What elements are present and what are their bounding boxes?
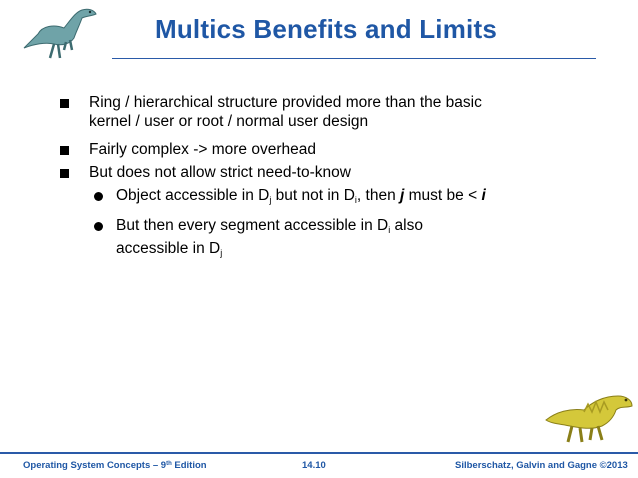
dinosaur-logo-bottom <box>540 382 636 448</box>
bullet-1-line-1: Ring / hierarchical structure provided more than the basic <box>89 94 482 111</box>
subbullet-marker <box>94 222 103 231</box>
bullet-3 <box>89 163 351 182</box>
footer-divider <box>0 452 638 454</box>
bullet-1-line-2: kernel / user or root / normal user design <box>89 113 369 130</box>
bullet-marker <box>60 99 69 108</box>
slide-title: Multics Benefits and Limits <box>154 14 497 44</box>
subbullet-2 <box>116 216 423 258</box>
subbullet-marker <box>94 192 103 201</box>
footer-book-title: Operating System Concepts – 9th Edition <box>23 460 207 471</box>
bullet-marker <box>60 146 69 155</box>
bullet-3-line-1: But does not allow strict need-to-know <box>89 164 351 181</box>
title-divider <box>112 58 596 59</box>
footer-page-number: 14.10 <box>302 460 326 471</box>
subbullet-2-line-1: But then every segment accessible in $D_i$ also <box>116 217 423 235</box>
bullet-1 <box>89 93 482 131</box>
footer-copyright: Silberschatz, Galvin and Gagne ©2013 <box>455 460 628 471</box>
subbullet-1: Object accessible in $D_j$ but not in $D_i$, then j must be < i <box>116 187 486 205</box>
bullet-2 <box>89 140 316 159</box>
subbullet-2-line-2: accessible in $D_j$ <box>116 240 223 258</box>
bullet-2-line-1: Fairly complex -> more overhead <box>89 141 316 158</box>
bullet-marker <box>60 169 69 178</box>
